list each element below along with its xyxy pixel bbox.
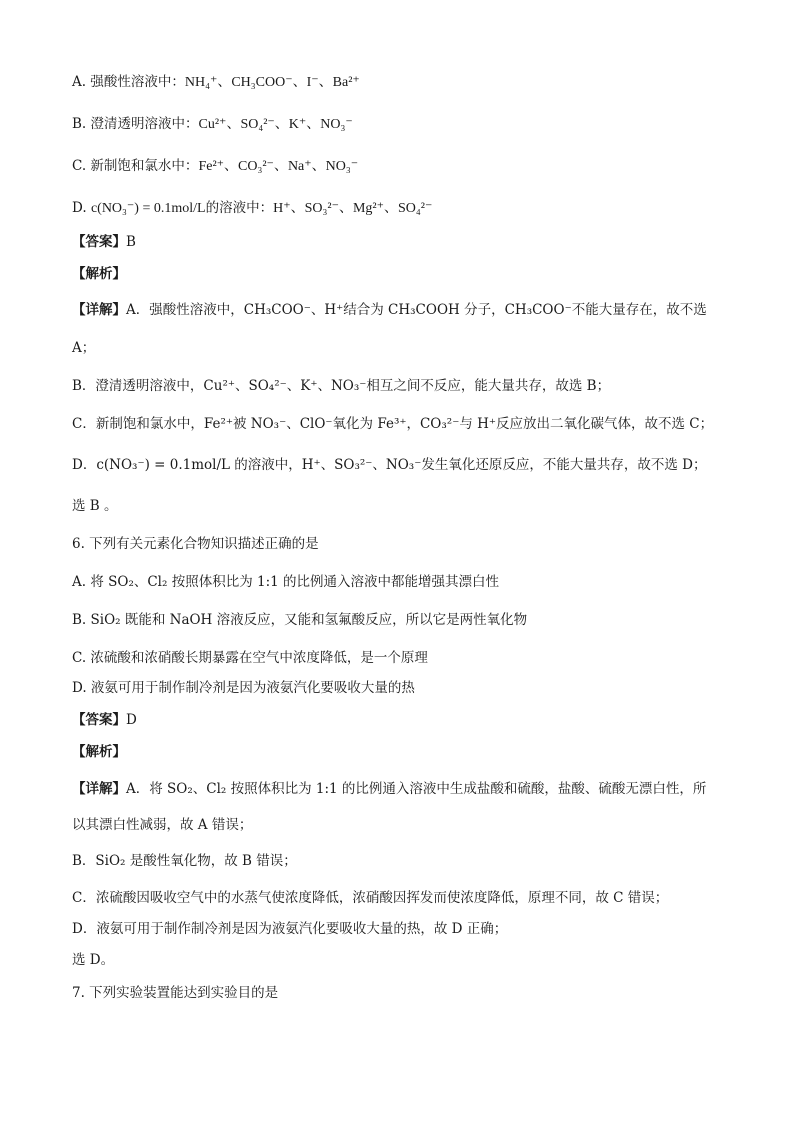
q5-option-a — [72, 72, 360, 93]
q5-detail-line: 【详解】A．强酸性溶液中，CH₃COO⁻、H⁺结合为 CH₃COOH 分子，CH₃COO⁻不能大量存在，故不选 — [72, 302, 707, 318]
q6-detail-line: D．液氨可用于制作制冷剂是因为液氨汽化要吸收大量的热，故 D 正确； — [72, 921, 508, 937]
q6-detail-line: 以其漂白性减弱，故 A 错误； — [72, 817, 253, 833]
q5-option-d-prefix: D. — [72, 200, 91, 216]
q6-stem: 6. 下列有关元素化合物知识描述正确的是 — [72, 536, 319, 552]
q5-detail-line: D．c(NO₃⁻) = 0.1mol/L 的溶液中，H⁺、SO₃²⁻、NO₃⁻发生氧化还原反应，不能大量共存，故不选 D； — [72, 457, 707, 473]
q5-option-c-prefix: C. 新制饱和氯水中： — [72, 158, 199, 174]
q6-option-c: C. 浓硫酸和浓硝酸长期暴露在空气中浓度降低，是一个原理 — [72, 650, 428, 666]
q6-answer-label: 【答案】 — [72, 712, 126, 728]
q6-detail-line: C．浓硫酸因吸收空气中的水蒸气使浓度降低，浓硝酸因挥发而使浓度降低，原理不同，故 C 错误； — [72, 890, 669, 906]
q5-option-d — [72, 198, 432, 219]
q5-detail-line: B．澄清透明溶液中，Cu²⁺、SO₄²⁻、K⁺、NO₃⁻相互之间不反应，能大量共存，故选 B； — [72, 378, 611, 394]
q5-option-d-formula2: H⁺、SO₃²⁻、Mg²⁺、SO₄²⁻ — [273, 201, 433, 216]
q6-detail-label: 【详解】 — [72, 781, 126, 797]
q5-detail-line: 选 B 。 — [72, 498, 118, 514]
q6-option-d: D. 液氨可用于制作制冷剂是因为液氨汽化要吸收大量的热 — [72, 680, 415, 696]
q5-answer-label: 【答案】 — [72, 234, 126, 250]
q5-answer — [72, 232, 136, 252]
q5-option-b-formula: Cu²⁺、SO₄²⁻、K⁺、NO₃⁻ — [198, 117, 353, 132]
q6-answer — [72, 710, 137, 730]
q5-detail-line: A； — [72, 340, 96, 356]
q5-analysis-label: 【解析】 — [72, 266, 126, 282]
q6-detail-line: 【详解】A．将 SO₂、Cl₂ 按照体积比为 1:1 的比例通入溶液中生成盐酸和硫酸，盐酸、硫酸无漂白性，所 — [72, 781, 707, 797]
q5-answer-value: B — [126, 234, 136, 250]
q6-option-a: A. 将 SO₂、Cl₂ 按照体积比为 1:1 的比例通入溶液中都能增强其漂白性 — [72, 574, 500, 590]
q6-option-b: B. SiO₂ 既能和 NaOH 溶液反应，又能和氢氟酸反应，所以它是两性氧化物 — [72, 612, 528, 628]
q6-detail-line: B．SiO₂ 是酸性氧化物，故 B 错误； — [72, 853, 297, 869]
q5-option-d-middle: 的溶液中： — [205, 200, 274, 216]
q5-option-a-formula: NH₄⁺、CH₃COO⁻、I⁻、Ba²⁺ — [184, 75, 360, 90]
q5-detail-line: C．新制饱和氯水中，Fe²⁺被 NO₃⁻、ClO⁻氧化为 Fe³⁺，CO₃²⁻与 H⁺反应放出二氧化碳气体，故不选 C； — [72, 416, 714, 432]
q5-option-d-formula: c(NO₃⁻) = 0.1mol/L — [90, 201, 206, 216]
q5-option-b-prefix: B. 澄清透明溶液中： — [72, 116, 199, 132]
q6-answer-value: D — [126, 712, 137, 728]
q5-option-a-prefix: A. 强酸性溶液中： — [72, 74, 185, 90]
q5-option-c-formula: Fe²⁺、CO₃²⁻、Na⁺、NO₃⁻ — [198, 159, 359, 174]
q6-detail-line: 选 D。 — [72, 952, 115, 968]
q5-detail-label: 【详解】 — [72, 302, 126, 318]
q6-analysis-label: 【解析】 — [72, 744, 126, 760]
q5-option-b — [72, 114, 353, 135]
q7-stem: 7. 下列实验装置能达到实验目的是 — [72, 985, 279, 1001]
q5-option-c — [72, 156, 358, 177]
